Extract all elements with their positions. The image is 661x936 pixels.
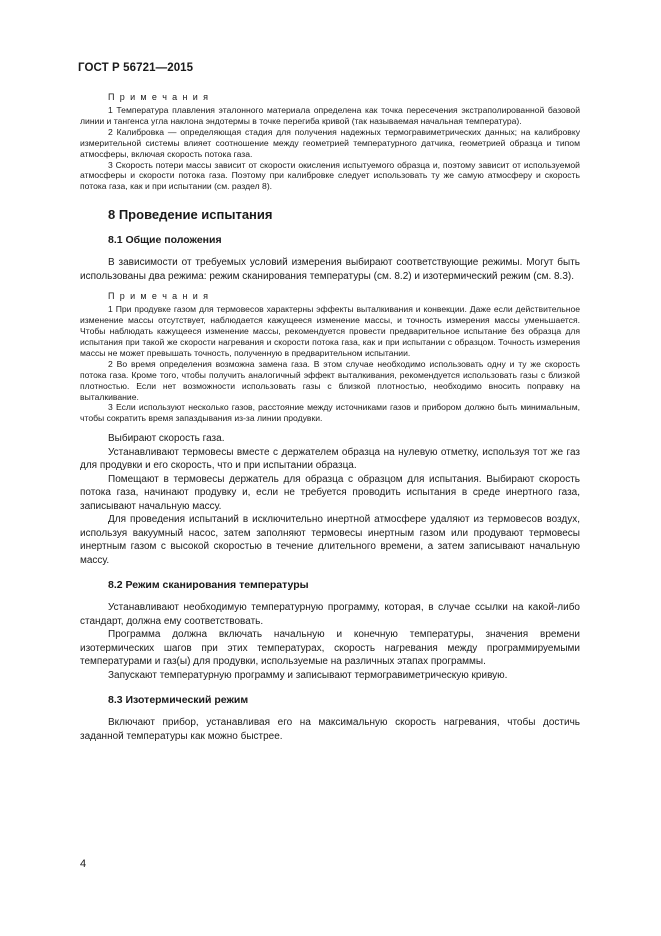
- notes-title: П р и м е ч а н и я: [108, 92, 210, 102]
- paragraph: Выбирают скорость газа.: [108, 433, 225, 445]
- page-content: [80, 92, 580, 743]
- paragraph: Включают прибор, устанавливая его на максимальную скорость нагревания, чтобы достичь заданной температуры как можно быстрее.: [80, 717, 580, 742]
- notes-title: П р и м е ч а н и я: [108, 291, 210, 302]
- note-item: 3 Скорость потери массы зависит от скорости окисления испытуемого образца и, поэтому зависит от используемой атмосферы и скорости потока газа. Поэтому при калибровке следует использовать ту же самую атмосферу и скорость потока газа, как и при испытании (см. раздел 8).: [80, 159, 580, 192]
- paragraph: Устанавливают необходимую температурную программу, которая, в случае ссылки на какой-либо стандарт, должна ему соответствовать.: [80, 602, 580, 627]
- section-heading-8: 8 Проведение испытания: [108, 207, 273, 223]
- note-item: 1 Температура плавления эталонного материала определена как точка пересечения экстраполированной базовой линии и тангенса угла наклона эндотермы в точке перегиба кривой (так называемая начальная температура).: [80, 105, 580, 126]
- section-heading-8-3: 8.3 Изотермический режим: [108, 694, 249, 707]
- section-heading-8-1: 8.1 Общие положения: [108, 234, 222, 247]
- paragraph: Помещают в термовесы держатель для образца с образцом для испытания. Выбирают скорость потока газа, начинают продувку и, если не требуется проводить испытания в среде инертного газа, записывают начальную массу.: [80, 473, 580, 512]
- paragraph: Для проведения испытаний в исключительно инертной атмосфере удаляют из термовесов воздух, используя вакуумный насос, затем заполняют термовесы инертным газом или продувают термовесы инертным газом с высокой скоростью в течение длительного времени, а затем записывают начальную массу.: [80, 514, 580, 566]
- paragraph: В зависимости от требуемых условий измерения выбирают соответствующие режимы. Могут быть использованы два режима: режим сканирования температуры (см. 8.2) и изотермический режим (см. 8.3).: [80, 257, 580, 282]
- page-number: 4: [80, 858, 87, 870]
- document-code-header: ГОСТ Р 56721—2015: [78, 62, 194, 74]
- note-item: 3 Если используют несколько газов, расстояние между источниками газов и прибором должно быть минимальным, чтобы сократить время запаздывания из-за линии продувки.: [80, 402, 580, 424]
- note-item: 1 При продувке газом для термовесов характерны эффекты выталкивания и конвекции. Даже если действительное изменение массы отсутствует, наблюдается кажущееся изменение массы, и точность измерения массы уменьшается. Чтобы наблюдать кажущееся изменение массы, рекомендуется провести предварительное испытание без образца для испытания при такой же скорости нагревания и скорости потока газа, как и при испытании с образцом. Точность измерения массы не может превышать точность, полученную в предварительном испытании.: [80, 304, 580, 358]
- paragraph: Устанавливают термовесы вместе с держателем образца на нулевую отметку, используя тот же газ для продувки и его скорость, что и при испытании образца.: [80, 446, 580, 472]
- paragraph: Программа должна включать начальную и конечную температуры, значения времени изотермических шагов при этих температурах, скорость нагревания между программируемыми температурами и газ(ы) для продувки, используемые на различных этапах программы.: [80, 629, 580, 668]
- note-item: 2 Во время определения возможна замена газа. В этом случае необходимо использовать одну и ту же скорость потока газа. Кроме того, чтобы получить аналогичный эффект выталкивания, рекомендуется использовать газы с близкой плотностью. Если нет возможности использовать газы с близкой плотностью, необходимо вносить поправку на выталкивание.: [80, 358, 580, 402]
- paragraph: Запускают температурную программу и записывают термогравиметрическую кривую.: [108, 669, 508, 681]
- section-heading-8-2: 8.2 Режим сканирования температуры: [108, 579, 309, 592]
- note-item: 2 Калибровка — определяющая стадия для получения надежных термогравиметрических данных; на калибровку измерительной системы влияет соотношение между геометрией температурного датчика, геометрией образца и типом атмосферы, включая скорость потока газа.: [80, 126, 580, 159]
